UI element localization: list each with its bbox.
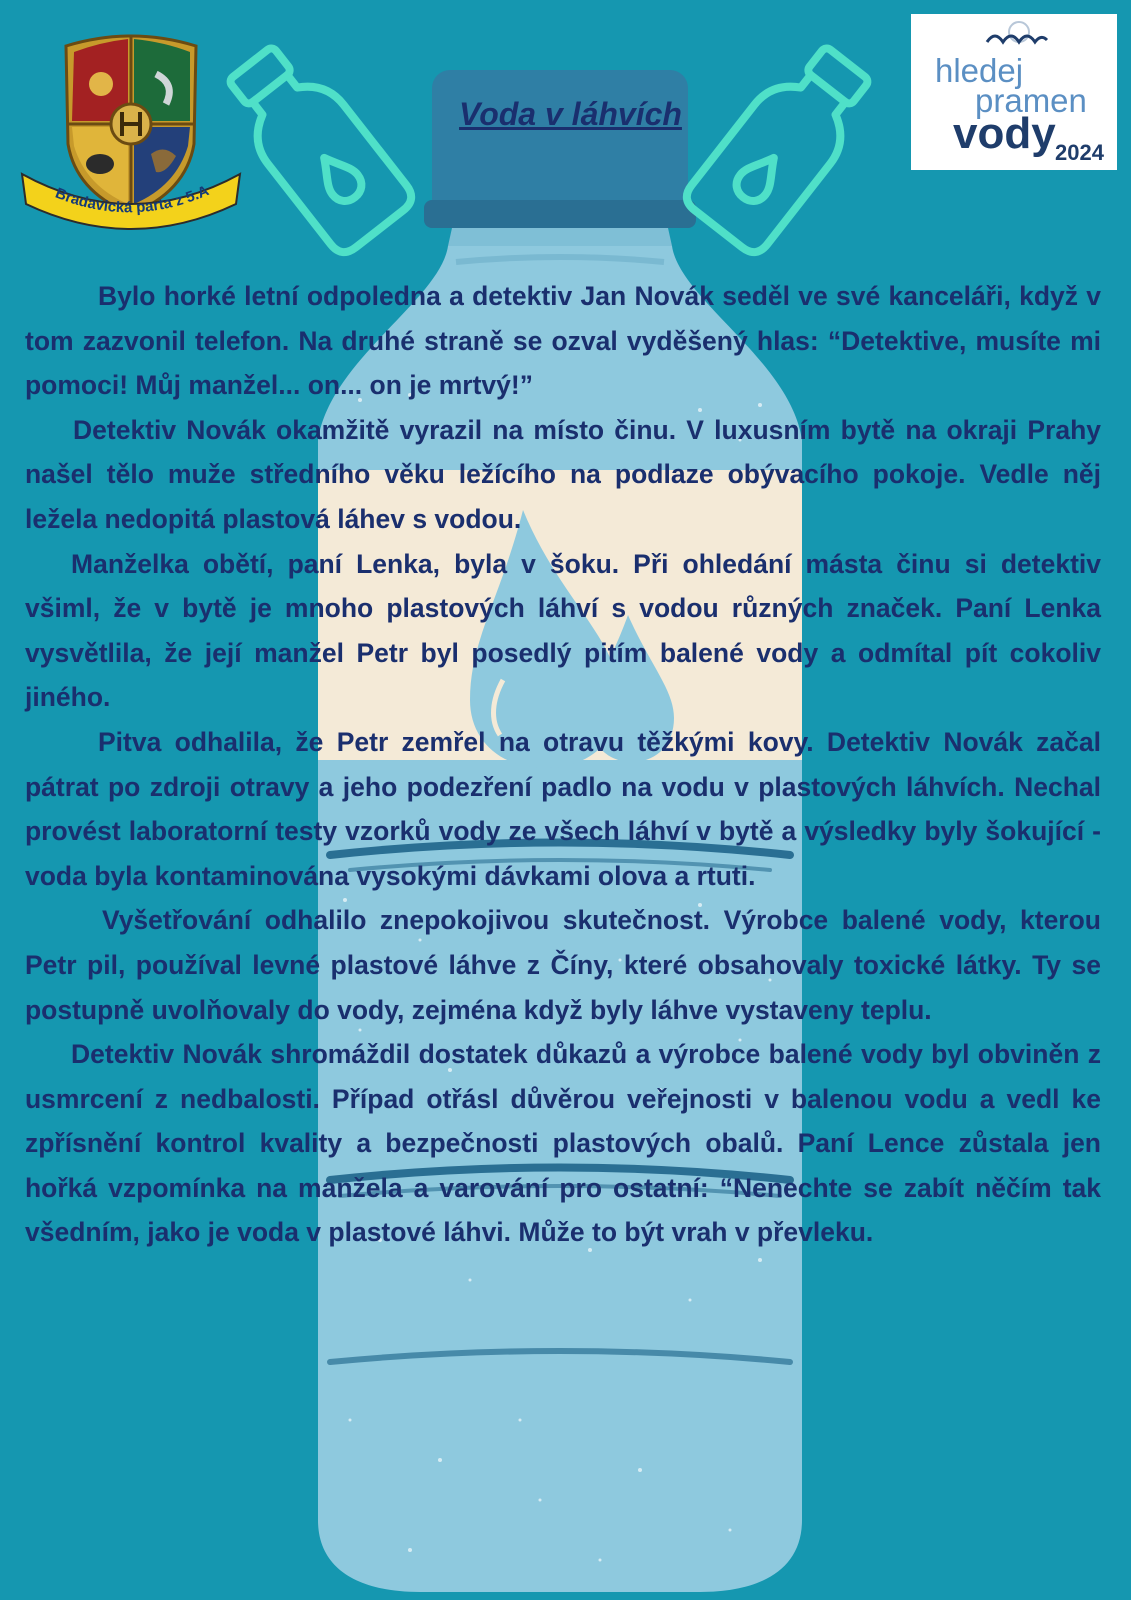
paragraph: Bylo horké letní odpoledna a detektiv Jan Novák seděl ve své kanceláři, když v tom zazvonil telefon. Na druhé straně se ozval vyděšený hlas: “Detektive, musíte mi pomoci! Můj manžel... on... on je mrtvý!” bbox=[25, 281, 1101, 401]
paragraph: Pitva odhalila, že Petr zemřel na otravu těžkými kovy. Detektiv Novák začal pátrat po zdroji otravy a jeho podezření padlo na vodu v plastových láhvích. Nechal provést laboratorní testy vzorků vody ze všech láhví v bytě a výsledky byly šokující - voda byla kontaminována vysokými dávkami olova a rtuti. bbox=[25, 726, 1101, 891]
story-text bbox=[25, 274, 1101, 1255]
paragraph: Vyšetřování odhalilo znepokojivou skutečnost. Výrobce balené vody, kterou Petr pil, používal levné plastové láhve z Číny, které obsahovaly toxické látky. Ty se postupně uvolňovaly do vody, zejména když byly láhve vystaveny teplu. bbox=[25, 905, 1101, 1025]
right-bottle-outline-icon bbox=[681, 34, 886, 259]
crest-ribbon-text: Bradavická parta z 5.A bbox=[52, 182, 212, 217]
hledej-pramen-vody-logo bbox=[911, 14, 1117, 170]
page-title: Voda v láhvích bbox=[459, 96, 682, 132]
wave-logo-icon bbox=[981, 18, 1051, 52]
paragraph: Detektiv Novák shromáždil dostatek důkazů a výrobce balené vody byl obviněn z usmrcení z nedbalosti. Případ otřásl důvěrou veřejnosti v balenou vodu a vedl ke zpřísnění kontrol kvality a bezpečnosti plastových obalů. Paní Lence zůstala jen hořká vzpomínka na manžela a varování pro ostatní: “Nenechte se zabít něčím tak všedním, jako je voda v plastové láhvi. Může to být vrah v převleku. bbox=[25, 1039, 1101, 1248]
paragraph: Detektiv Novák okamžitě vyrazil na místo činu. V luxusním bytě na okraji Prahy našel tělo muže středního věku ležícího na podlaze obývacího pokoje. Vedle něj ležela nedopitá plastová láhev s vodou. bbox=[25, 414, 1101, 534]
paragraph: Manželka obětí, paní Lenka, byla v šoku. Při ohledání másta činu si detektiv všiml, že v bytě je mnoho plastových láhví s vodou různých značek. Paní Lenka vysvětlila, že její manžel Petr byl posedlý pitím balené vody a odmítal pít cokoliv jiného. bbox=[25, 548, 1101, 713]
logo-text-pramen: pramen bbox=[975, 82, 1087, 119]
logo-text-vody: vody bbox=[953, 109, 1056, 158]
logo-text-hledej: hledej bbox=[935, 52, 1024, 89]
logo-year: 2024 bbox=[1055, 140, 1104, 165]
